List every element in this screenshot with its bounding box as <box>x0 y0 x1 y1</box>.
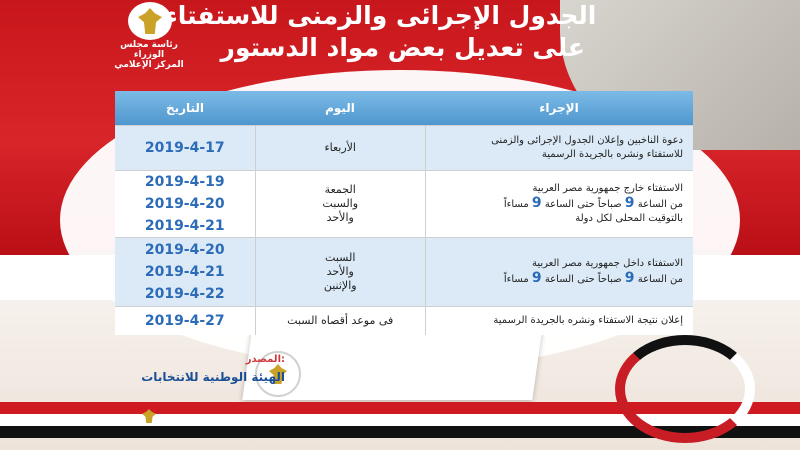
day-cell <box>256 307 426 335</box>
date-value: 2019-4-17 <box>144 140 225 156</box>
date-value: 2019-4-19 <box>144 174 225 190</box>
day-value: الأربعاء <box>324 141 356 154</box>
action-line: بالتوقيت المحلى لكل دولة <box>575 213 683 224</box>
date-value: 2019-4-27 <box>144 313 225 329</box>
day-value: والأحد <box>326 211 354 224</box>
action-cell <box>426 307 693 335</box>
action-line: الاستفتاء خارج جمهورية مصر العربية <box>532 183 683 194</box>
source-label: المصدر: <box>245 354 285 365</box>
action-line: دعوة الناخبين وإعلان الجدول الإجرائى والزمنى <box>491 135 683 146</box>
action-line: الاستفتاء داخل جمهورية مصر العربية <box>532 258 683 269</box>
column-header-day: اليوم <box>325 101 355 115</box>
action-cell <box>426 126 693 170</box>
day-value: والسبت <box>322 197 359 210</box>
date-cell <box>115 126 256 170</box>
date-value: 2019-4-22 <box>144 286 225 302</box>
action-line: للاستفتاء ونشره بالجريدة الرسمية <box>541 149 683 160</box>
day-value: الجمعة <box>324 183 356 196</box>
day-cell <box>256 238 426 306</box>
action-line: من الساعة 9 صباحاً حتى الساعة 9 مساءاً <box>503 270 683 286</box>
action-cell <box>426 238 693 306</box>
day-cell <box>256 126 426 170</box>
date-value: 2019-4-21 <box>144 264 225 280</box>
table-header <box>115 91 693 125</box>
action-line: إعلان نتيجة الاستفتاء ونشره بالجريدة الرسمية <box>493 315 683 326</box>
day-value: والأحد <box>326 265 354 278</box>
flag-ribbon <box>615 335 755 443</box>
table-row <box>115 170 693 237</box>
logo-line-2: المركز الإعلامي <box>114 60 184 70</box>
day-value: والإثنين <box>323 279 357 292</box>
date-value: 2019-4-20 <box>144 242 225 258</box>
page-title-line-1: الجدول الإجرائى والزمنى للاستفتاء <box>165 1 597 30</box>
date-cell <box>115 238 256 306</box>
date-cell <box>115 171 256 237</box>
source-name: الهيئة الوطنية للانتخابات <box>141 370 285 384</box>
action-line: من الساعة 9 صباحاً حتى الساعة 9 مساءاً <box>503 195 683 211</box>
day-value: السبت <box>325 251 356 264</box>
date-value: 2019-4-20 <box>144 196 225 212</box>
table-row <box>115 125 693 170</box>
page-title-line-2: على تعديل بعض مواد الدستور <box>220 33 585 62</box>
day-value: فى موعد أقصاه السبت <box>287 314 394 327</box>
date-value: 2019-4-21 <box>144 218 225 234</box>
action-cell <box>426 171 693 237</box>
column-header-date: التاريخ <box>165 101 205 115</box>
column-header-action: الإجراء <box>539 101 579 115</box>
table-row <box>115 237 693 306</box>
day-cell <box>256 171 426 237</box>
table-row <box>115 306 693 335</box>
logo-line-1: رئاسة مجلس الوزراء <box>120 40 178 60</box>
date-cell <box>115 307 256 335</box>
schedule-table <box>115 91 693 335</box>
